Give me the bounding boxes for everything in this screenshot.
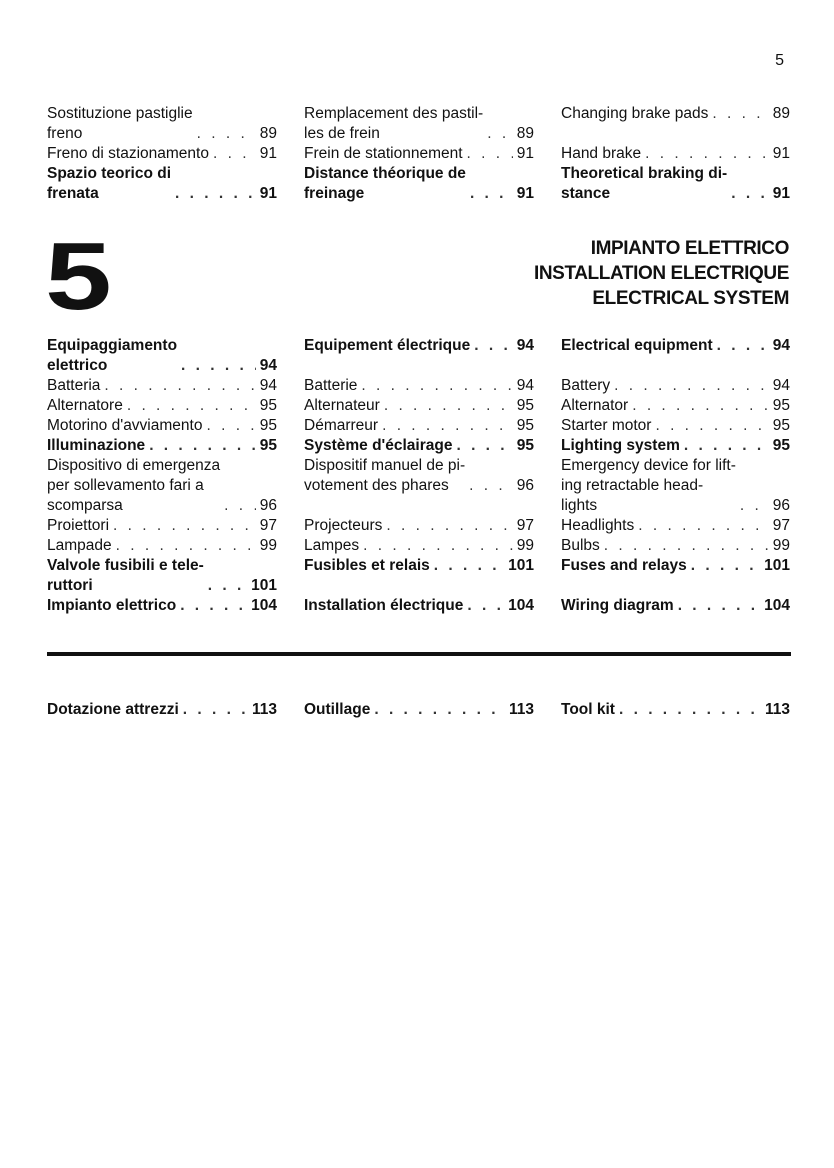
toc-entry-title: Proiettori <box>47 517 110 534</box>
horizontal-rule <box>47 652 791 656</box>
spacer <box>561 356 790 376</box>
toc-entry <box>561 164 790 204</box>
toc-entry <box>47 596 277 616</box>
toc-entry-page: 113 <box>764 701 790 718</box>
toc-entry-page: 96 <box>259 497 277 514</box>
dot-leader <box>655 416 768 436</box>
dot-leader <box>684 436 769 456</box>
toc-entry <box>304 700 534 720</box>
toc-entry <box>304 596 534 616</box>
toc-entry-title: Spazio teorico di frenata <box>47 165 172 202</box>
dot-leader <box>467 144 513 164</box>
toc-entry <box>561 536 790 556</box>
dot-leader <box>116 536 256 556</box>
section-number: 5 <box>45 223 110 330</box>
toc-entry <box>561 336 790 356</box>
toc-entry-page: 89 <box>259 125 277 142</box>
toc-entry-page: 91 <box>259 185 277 202</box>
toc-entry-page: 96 <box>516 477 534 494</box>
dot-leader <box>213 144 256 164</box>
toc-entry-page: 99 <box>516 537 534 554</box>
toc-entry <box>561 596 790 616</box>
toc-entry-title: Fusibles et relais <box>304 557 430 574</box>
toc-entry <box>304 164 534 204</box>
dot-leader <box>180 596 247 616</box>
toc-entry-title: Lampes <box>304 537 360 554</box>
toc-entry-page: 94 <box>259 357 277 374</box>
toc-entry-page: 94 <box>259 377 277 394</box>
toc-entry-title: Electrical equipment <box>561 337 713 354</box>
dot-leader <box>224 496 256 516</box>
toc-column-en <box>561 336 790 616</box>
toc-column-fr <box>304 336 534 616</box>
dot-leader <box>206 416 255 436</box>
toc-entry-title: Installation électrique <box>304 597 464 614</box>
toc-entry-page: 97 <box>772 517 790 534</box>
toc-entry <box>304 396 534 416</box>
toc-entry-page: 95 <box>516 417 534 434</box>
toc-entry-title: Distance théorique de freinage <box>304 165 466 202</box>
spacer <box>304 496 534 516</box>
toc-entry-title: Dispositif manuel de pi- votement des phares <box>304 457 466 494</box>
toc-entry-title: Battery <box>561 377 611 394</box>
dot-leader <box>487 124 513 144</box>
toc-entry <box>47 396 277 416</box>
toc-entry-page: 91 <box>516 145 534 162</box>
toc-entry <box>47 456 277 516</box>
toc-entry <box>47 336 277 376</box>
toc-entry <box>304 376 534 396</box>
toc-entry <box>561 396 790 416</box>
toc-entry-page: 96 <box>772 497 790 514</box>
toc-entry <box>561 376 790 396</box>
toc-entry <box>47 436 277 456</box>
toc-entry-page: 99 <box>772 537 790 554</box>
dot-leader <box>474 336 513 356</box>
toc-entry-title: Alternateur <box>304 397 380 414</box>
dot-leader <box>717 336 769 356</box>
toc-entry <box>304 456 534 496</box>
dot-leader <box>678 596 760 616</box>
dot-leader <box>384 396 513 416</box>
toc-entry-page: 113 <box>508 701 534 718</box>
toc-entry-title: Wiring diagram <box>561 597 674 614</box>
toc-entry-page: 94 <box>516 337 534 354</box>
toc-column-en <box>561 104 790 204</box>
toc-entry <box>561 516 790 536</box>
toc-entry-title: Equipement électrique <box>304 337 471 354</box>
spacer <box>561 124 790 144</box>
dot-leader <box>434 556 504 576</box>
toc-entry-title: Remplacement des pastil- les de frein <box>304 105 484 142</box>
toc-entry-title: Tool kit <box>561 701 615 718</box>
toc-entry <box>47 104 277 144</box>
toc-entry <box>304 336 534 356</box>
toc-entry-title: Valvole fusibili e tele- ruttori <box>47 557 204 594</box>
dot-leader <box>470 184 513 204</box>
toc-entry <box>47 376 277 396</box>
dot-leader <box>740 496 769 516</box>
toc-entry <box>561 104 790 124</box>
toc-entry-title: Démarreur <box>304 417 379 434</box>
toc-entry-page: 97 <box>516 517 534 534</box>
toc-entry-title: Batteria <box>47 377 101 394</box>
dot-leader <box>149 436 256 456</box>
toc-entry-page: 89 <box>516 125 534 142</box>
section-titles <box>534 236 789 311</box>
toc-entry <box>561 556 790 576</box>
toc-entry <box>47 536 277 556</box>
toc-entry-title: Dotazione attrezzi <box>47 701 179 718</box>
toc-entry-title: Lighting system <box>561 437 680 454</box>
dot-leader <box>467 596 504 616</box>
toc-entry-page: 94 <box>772 337 790 354</box>
toc-column-fr <box>304 700 534 720</box>
dot-leader <box>113 516 256 536</box>
toc-entry-title: Alternator <box>561 397 629 414</box>
toc-entry <box>561 416 790 436</box>
toc-entry <box>47 516 277 536</box>
toc-entry <box>304 536 534 556</box>
dot-leader <box>638 516 769 536</box>
toc-entry <box>304 104 534 144</box>
dot-leader <box>712 104 768 124</box>
toc-entry-title: Système d'éclairage <box>304 437 453 454</box>
dot-leader <box>691 556 760 576</box>
toc-entry-page: 95 <box>772 437 790 454</box>
toc-entry-title: Fuses and relays <box>561 557 687 574</box>
toc-entry-page: 91 <box>259 145 277 162</box>
toc-entry <box>561 436 790 456</box>
spacer <box>304 356 534 376</box>
spacer <box>561 576 790 596</box>
dot-leader <box>469 476 513 496</box>
dot-leader <box>175 184 256 204</box>
dot-leader <box>386 516 512 536</box>
toc-entry <box>304 416 534 436</box>
chapter-toc-section <box>47 336 790 616</box>
bottom-toc-section <box>47 700 790 720</box>
dot-leader <box>183 700 248 720</box>
toc-entry-page: 94 <box>516 377 534 394</box>
dot-leader <box>361 376 512 396</box>
dot-leader <box>197 124 256 144</box>
dot-leader <box>127 396 256 416</box>
dot-leader <box>645 144 769 164</box>
toc-entry <box>47 144 277 164</box>
toc-entry-page: 91 <box>772 145 790 162</box>
toc-entry <box>47 700 277 720</box>
toc-entry-title: Alternatore <box>47 397 123 414</box>
toc-entry-title: Frein de stationnement <box>304 145 463 162</box>
toc-entry-title: Lampade <box>47 537 112 554</box>
toc-entry-title: Impianto elettrico <box>47 597 177 614</box>
toc-column-it <box>47 700 277 720</box>
toc-entry-title: Changing brake pads <box>561 105 709 122</box>
toc-entry-page: 95 <box>516 397 534 414</box>
dot-leader <box>374 700 505 720</box>
toc-entry-title: Sostituzione pastiglie freno <box>47 105 193 142</box>
toc-entry-title: Emergency device for lift- ing retractable head- lights <box>561 457 736 514</box>
toc-entry-page: 95 <box>259 437 277 454</box>
toc-entry-title: Illuminazione <box>47 437 146 454</box>
toc-entry-title: Outillage <box>304 701 371 718</box>
dot-leader <box>363 536 513 556</box>
toc-entry-title: Equipaggiamento elettrico <box>47 337 178 374</box>
toc-entry <box>47 416 277 436</box>
dot-leader <box>181 356 256 376</box>
toc-entry-page: 101 <box>508 557 534 574</box>
toc-entry-title: Headlights <box>561 517 635 534</box>
dot-leader <box>619 700 761 720</box>
toc-entry-page: 94 <box>772 377 790 394</box>
toc-entry-page: 104 <box>251 597 277 614</box>
toc-entry-page: 89 <box>772 105 790 122</box>
toc-entry-title: Batterie <box>304 377 358 394</box>
toc-entry <box>561 144 790 164</box>
toc-entry <box>561 456 790 516</box>
dot-leader <box>208 576 247 596</box>
toc-entry-page: 91 <box>516 185 534 202</box>
toc-entry-page: 95 <box>516 437 534 454</box>
toc-entry-page: 101 <box>764 557 790 574</box>
dot-leader <box>604 536 769 556</box>
toc-entry-page: 95 <box>259 417 277 434</box>
section-title-en: ELECTRICAL SYSTEM <box>592 288 789 309</box>
dot-leader <box>382 416 513 436</box>
toc-entry-page: 95 <box>259 397 277 414</box>
toc-entry <box>304 516 534 536</box>
toc-column-it <box>47 104 277 204</box>
toc-entry-page: 101 <box>251 577 277 594</box>
dot-leader <box>456 436 512 456</box>
toc-entry-page: 95 <box>772 417 790 434</box>
toc-entry <box>47 556 277 596</box>
top-toc-section <box>47 104 790 204</box>
dot-leader <box>632 396 769 416</box>
toc-entry-page: 104 <box>508 597 534 614</box>
toc-entry-page: 113 <box>251 701 277 718</box>
section-title-fr: INSTALLATION ELECTRIQUE <box>533 263 789 284</box>
spacer <box>304 576 534 596</box>
toc-column-it <box>47 336 277 616</box>
toc-entry-title: Theoretical braking di- stance <box>561 165 728 202</box>
toc-entry <box>47 164 277 204</box>
toc-column-en <box>561 700 790 720</box>
page-number: 5 <box>775 52 784 69</box>
toc-entry-title: Starter motor <box>561 417 652 434</box>
toc-entry-title: Bulbs <box>561 537 600 554</box>
toc-entry-page: 104 <box>764 597 790 614</box>
toc-entry-title: Projecteurs <box>304 517 383 534</box>
toc-entry-title: Motorino d'avviamento <box>47 417 203 434</box>
toc-entry-title: Hand brake <box>561 145 642 162</box>
toc-entry <box>561 700 790 720</box>
dot-leader <box>104 376 255 396</box>
section-title-it: IMPIANTO ELETTRICO <box>590 238 789 259</box>
toc-entry <box>304 556 534 576</box>
toc-entry-page: 97 <box>259 517 277 534</box>
toc-entry-title: Dispositivo di emergenza per sollevamento fari a scomparsa <box>47 457 221 514</box>
toc-entry-page: 99 <box>259 537 277 554</box>
toc-column-fr <box>304 104 534 204</box>
dot-leader <box>614 376 769 396</box>
toc-entry-page: 91 <box>772 185 790 202</box>
toc-entry-title: Freno di stazionamento <box>47 145 209 162</box>
toc-entry-page: 95 <box>772 397 790 414</box>
dot-leader <box>731 184 769 204</box>
toc-entry <box>304 144 534 164</box>
toc-entry <box>304 436 534 456</box>
